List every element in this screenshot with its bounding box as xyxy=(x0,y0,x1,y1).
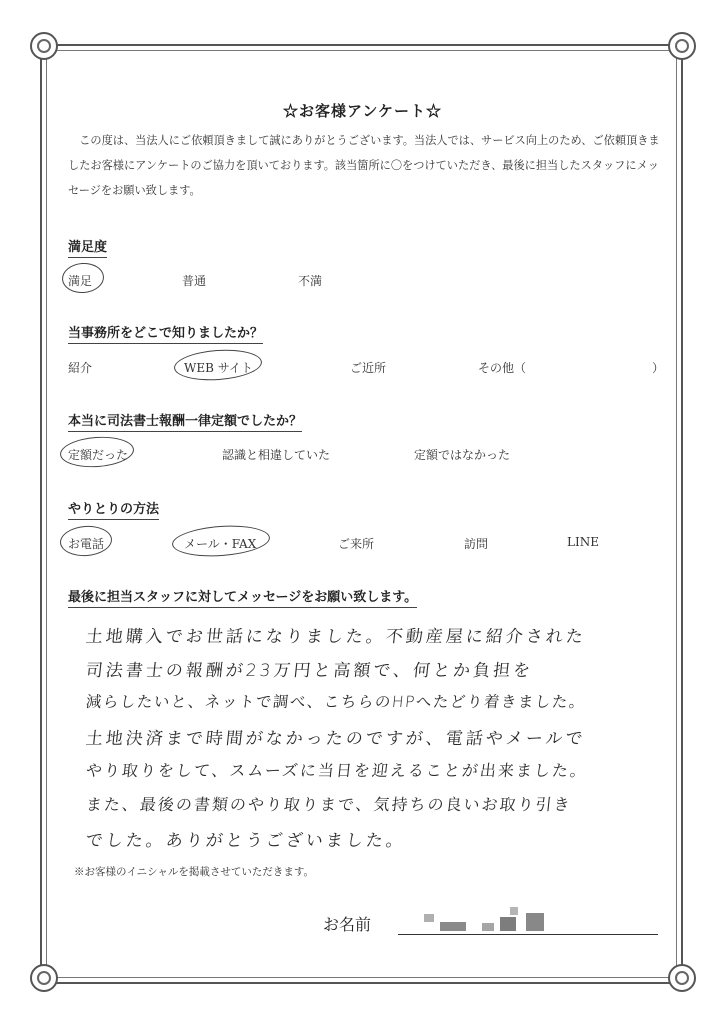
message-line: 土地決済まで時間がなかったのですが、電話やメールで xyxy=(84,729,587,749)
message-line: でした。ありがとうございました。 xyxy=(84,831,407,851)
option-average[interactable]: 普通 xyxy=(182,274,207,288)
name-label: お名前 xyxy=(323,915,372,934)
option-phone[interactable]: お電話 xyxy=(68,537,105,551)
option-visit-office[interactable]: ご来所 xyxy=(338,537,375,551)
option-other-close: ） xyxy=(652,361,665,375)
option-referral[interactable]: 紹介 xyxy=(68,361,93,375)
question-fixed-fee-title: 本当に司法書士報酬一律定額でしたか？ xyxy=(68,410,302,432)
option-dissatisfied[interactable]: 不満 xyxy=(298,274,323,288)
option-satisfied[interactable]: 満足 xyxy=(68,274,93,288)
option-line[interactable]: LINE xyxy=(567,535,599,549)
corner-ornament-icon xyxy=(30,964,58,992)
survey-title: ☆お客様アンケート☆ xyxy=(282,102,443,120)
message-line: 司法書士の報酬が23万円と高額で、何とか負担を xyxy=(84,661,535,681)
message-line: 減らしたいと、ネットで調べ、こちらのHPへたどり着きました。 xyxy=(84,693,587,711)
survey-intro: この度は、当法人にご依頼頂きまして誠にありがとうございます。当法人では、サービス向上のため、ご依頼頂きましたお客様にアンケートのご協力を頂いております。該当箇所に〇をつけていただき、最後に担当したスタッフにメッセージをお願い致します。 xyxy=(68,134,660,197)
option-neighborhood[interactable]: ご近所 xyxy=(350,361,387,375)
name-signature-line xyxy=(398,934,658,935)
option-mail-fax[interactable]: メール・FAX xyxy=(184,537,257,551)
option-not-fixed[interactable]: 定額ではなかった xyxy=(414,448,511,462)
initials-note: ※お客様のイニシャルを掲載させていただきます。 xyxy=(74,866,315,878)
option-other[interactable]: その他（ xyxy=(478,361,527,375)
message-line: やり取りをして、スムーズに当日を迎えることが出来ました。 xyxy=(84,761,589,780)
corner-ornament-icon xyxy=(30,32,58,60)
option-was-fixed[interactable]: 定額だった xyxy=(68,448,129,462)
question-satisfaction-title: 満足度 xyxy=(68,236,107,258)
message-line: 土地購入でお世話になりました。不動産屋に紹介された xyxy=(84,627,587,647)
option-home-visit[interactable]: 訪問 xyxy=(464,537,489,551)
option-website[interactable]: WEB サイト xyxy=(184,361,253,375)
question-source-title: 当事務所をどこで知りましたか？ xyxy=(68,322,263,344)
handwritten-message xyxy=(86,622,676,862)
message-line: また、最後の書類のやり取りまで、気持ちの良いお取り引き xyxy=(84,795,573,814)
corner-ornament-icon xyxy=(668,964,696,992)
corner-ornament-icon xyxy=(668,32,696,60)
option-differed[interactable]: 認識と相違していた xyxy=(222,448,331,462)
question-contact-method-title: やりとりの方法 xyxy=(68,498,159,520)
message-section-title: 最後に担当スタッフに対してメッセージをお願い致します。 xyxy=(68,586,417,608)
